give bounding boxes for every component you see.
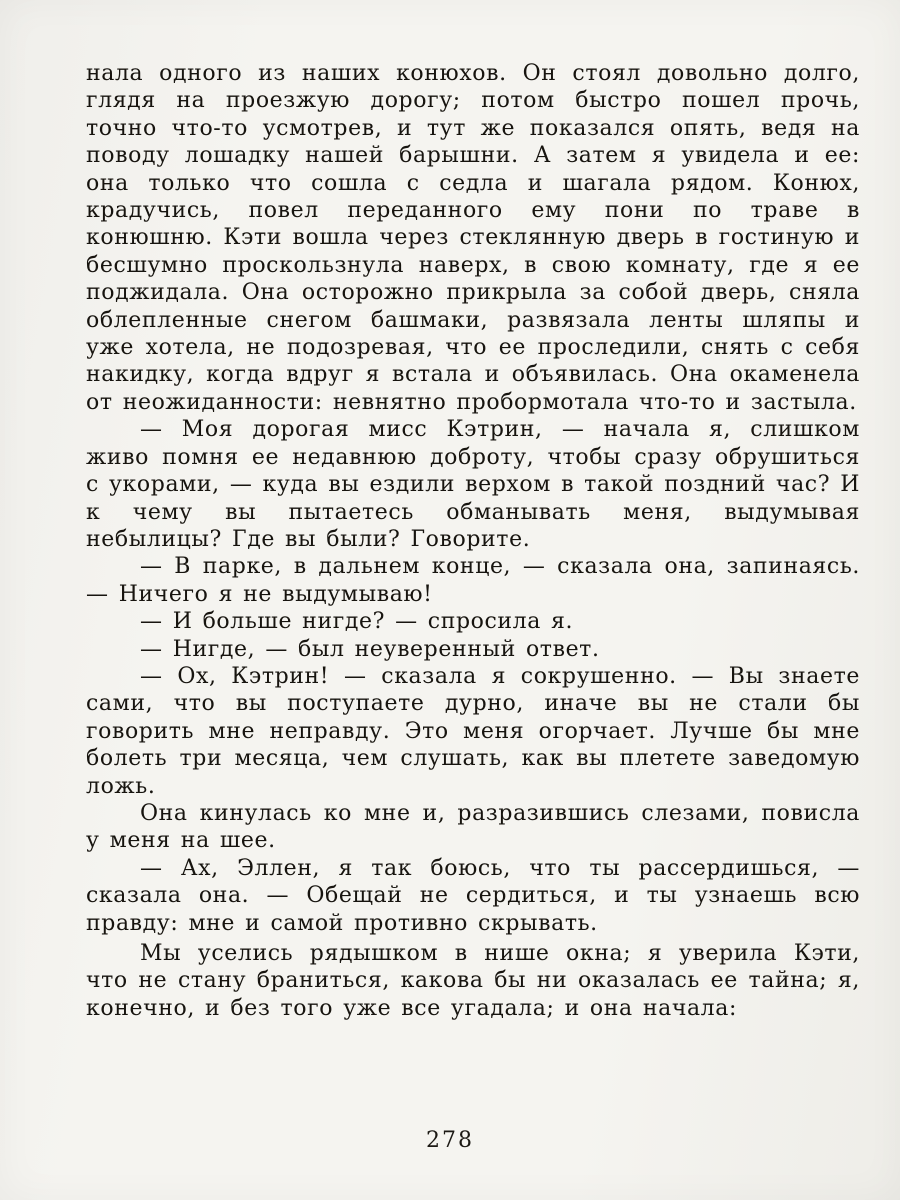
- paragraph: — Нигде, — был неуверенный ответ.: [140, 636, 600, 662]
- paragraph: Мы уселись рядышком в нише окна; я уверила Кэти, что не стану браниться, какова бы ни оказалась ее тайна; я, конечно, и без того уже все угадала; и она начала:: [86, 941, 860, 1021]
- paragraph: — И больше нигде? — спросила я.: [140, 609, 574, 635]
- paragraph: Она кинулась ко мне и, разразившись слезами, повисла у меня на шее.: [86, 800, 860, 854]
- page-text: [86, 60, 860, 1022]
- paragraph: нала одного из наших конюхов. Он стоял довольно долго, глядя на проезжую дорогу; потом быстро пошел прочь, точно что-то усмотрев, и тут же показался опять, ведя на поводу лошадку нашей барышни. А затем я увидела и ее: она только что сошла с седла и шагала рядом. Конюх, крадучись, повел переданного ему пони по траве в конюшню. Кэти вошла через стеклянную дверь в гостиную и бесшумно проскользнула наверх, в свою комнату, где я ее поджидала. Она осторожно прикрыла за собой дверь, сняла облепленные снегом башмаки, развязала ленты шляпы и уже хотела, не подозревая, что ее проследили, снять с себя накидку, когда вдруг я встала и объявилась. Она окаменела от неожиданности: невнятно пробормотала что-то и застыла.: [86, 61, 860, 415]
- paragraph: — Моя дорогая мисс Кэтрин, — начала я, слишком живо помня ее недавнюю доброту, чтобы сразу обрушиться с укорами, — куда вы ездили верхом в такой поздний час? И к чему вы пытаетесь обманывать меня, выдумывая небылицы? Где вы были? Говорите.: [86, 417, 860, 552]
- paragraph: — Ах, Эллен, я так боюсь, что ты рассердишься, — сказала она. — Обещай не сердиться, и ты узнаешь всю правду: мне и самой противно скрывать.: [86, 855, 860, 936]
- paragraph: — В парке, в дальнем конце, — сказала она, запинаясь. — Ничего я не выдумываю!: [86, 554, 860, 607]
- paragraph: — Ох, Кэтрин! — сказала я сокрушенно. — Вы знаете сами, что вы поступаете дурно, иначе вы не стали бы говорить мне неправду. Это меня огорчает. Лучше бы мне болеть три месяца, чем слушать, как вы плетете заведомую ложь.: [86, 663, 860, 799]
- page-number: 278: [426, 1128, 474, 1153]
